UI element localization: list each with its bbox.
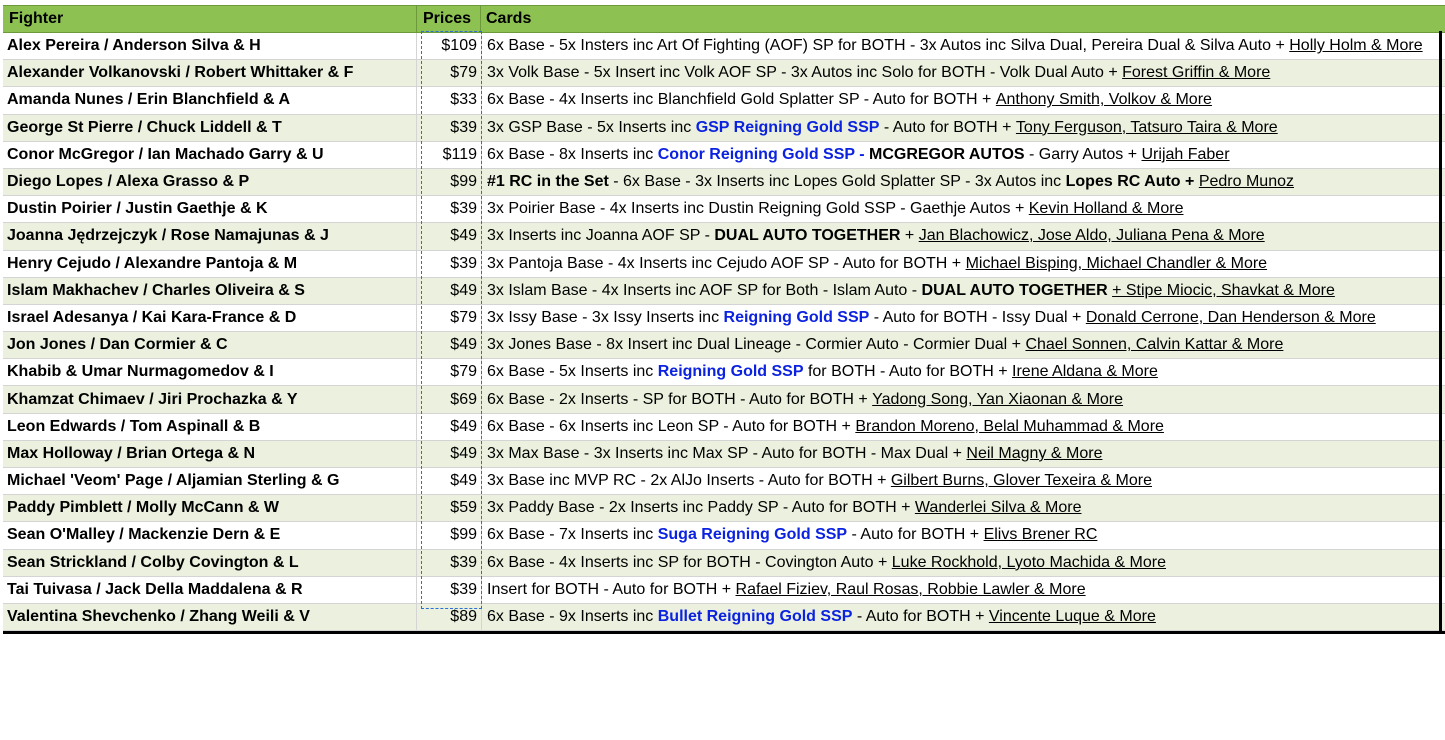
cell-price[interactable]: $39: [450, 200, 477, 218]
table-row: [3, 468, 1445, 495]
cell-cards[interactable]: [481, 468, 1445, 494]
table-row: [3, 604, 1445, 631]
table-body: [3, 33, 1445, 631]
card-text: Conor Reigning Gold SSP -: [657, 145, 865, 163]
card-link[interactable]: Michael Bisping, Michael Chandler & More: [965, 254, 1268, 272]
cell-price[interactable]: $49: [450, 417, 477, 435]
cell-cards[interactable]: [481, 332, 1445, 358]
card-text: 6x Base - 7x Inserts inc: [487, 526, 658, 544]
spreadsheet: [3, 5, 1445, 634]
cell-price[interactable]: $69: [450, 390, 477, 408]
cell-fighter[interactable]: Leon Edwards / Tom Aspinall & B: [3, 414, 417, 440]
cell-fighter[interactable]: Dustin Poirier / Justin Gaethje & K: [3, 196, 417, 222]
cell-fighter[interactable]: Jon Jones / Dan Cormier & C: [3, 332, 417, 358]
card-text: 6x Base - 4x Inserts inc Blanchfield Gold Splatter SP - Auto for BOTH +: [487, 91, 996, 109]
table-row: [3, 115, 1445, 142]
card-link[interactable]: Anthony Smith, Volkov & More: [995, 91, 1212, 109]
card-text: 6x Base - 2x Inserts - SP for BOTH - Auto for BOTH +: [487, 390, 873, 408]
cell-price[interactable]: $59: [450, 499, 477, 517]
cell-price[interactable]: $49: [450, 227, 477, 245]
cell-cards[interactable]: [481, 359, 1445, 385]
card-text: - Auto for BOTH - Issy Dual +: [869, 308, 1086, 326]
cell-price[interactable]: $39: [450, 580, 477, 598]
card-text: Reigning Gold SSP: [657, 363, 804, 381]
cell-price[interactable]: $49: [450, 336, 477, 354]
card-text: GSP Reigning Gold SSP: [695, 118, 880, 136]
card-text: Bullet Reigning Gold SSP: [657, 608, 853, 626]
card-text: DUAL AUTO TOGETHER: [714, 227, 901, 245]
cell-price[interactable]: $39: [450, 254, 477, 272]
cell-fighter[interactable]: Khamzat Chimaev / Jiri Prochazka & Y: [3, 386, 417, 412]
table-row: [3, 577, 1445, 604]
header-row: [3, 5, 1445, 33]
card-text: 3x Volk Base - 5x Insert inc Volk AOF SP - 3x Autos inc Solo for BOTH - Volk Dual Auto +: [487, 64, 1123, 82]
table-row: [3, 196, 1445, 223]
cell-fighter[interactable]: Sean Strickland / Colby Covington & L: [3, 550, 417, 576]
table-row: [3, 550, 1445, 577]
table-row: [3, 251, 1445, 278]
cell-cards[interactable]: [481, 386, 1445, 412]
card-link[interactable]: Gilbert Burns, Glover Texeira & More: [890, 472, 1152, 490]
table-row: [3, 305, 1445, 332]
card-text: - Garry Autos +: [1024, 145, 1142, 163]
card-link[interactable]: Yadong Song, Yan Xiaonan & More: [872, 390, 1124, 408]
table-row: [3, 223, 1445, 250]
card-text: 6x Base - 8x Inserts inc: [487, 145, 658, 163]
card-text: for BOTH - Auto for BOTH +: [803, 363, 1013, 381]
card-link[interactable]: Wanderlei Silva & More: [914, 499, 1082, 517]
header-prices[interactable]: Prices: [417, 6, 481, 32]
table-row: [3, 495, 1445, 522]
table-row: [3, 359, 1445, 386]
cell-cards[interactable]: [481, 142, 1445, 168]
cell-cards[interactable]: [481, 305, 1445, 331]
cell-fighter[interactable]: Michael 'Veom' Page / Aljamian Sterling & G: [3, 468, 417, 494]
card-text: - Auto for BOTH +: [847, 526, 984, 544]
table-row: [3, 87, 1445, 114]
cell-fighter[interactable]: Alexander Volkanovski / Robert Whittaker & F: [3, 60, 417, 86]
cell-price[interactable]: $33: [450, 91, 477, 109]
card-link[interactable]: Elivs Brener RC: [983, 526, 1098, 544]
cell-price[interactable]: $79: [450, 64, 477, 82]
cell-cards[interactable]: [481, 196, 1445, 222]
card-text: 3x Paddy Base - 2x Inserts inc Paddy SP - Auto for BOTH +: [487, 499, 915, 517]
cell-price[interactable]: $99: [450, 526, 477, 544]
card-link[interactable]: Donald Cerrone, Dan Henderson & More: [1085, 308, 1376, 326]
card-text: Lopes RC Auto +: [1065, 173, 1195, 191]
card-link[interactable]: Luke Rockhold, Lyoto Machida & More: [891, 553, 1166, 571]
table-row: [3, 169, 1445, 196]
card-text: - Auto for BOTH +: [879, 118, 1016, 136]
card-link[interactable]: Brandon Moreno, Belal Muhammad & More: [855, 417, 1164, 435]
cell-cards[interactable]: [481, 495, 1445, 521]
card-text: DUAL AUTO TOGETHER: [921, 281, 1108, 299]
cell-cards[interactable]: [481, 60, 1445, 86]
table-row: [3, 441, 1445, 468]
card-text: 6x Base - 6x Inserts inc Leon SP - Auto for BOTH +: [487, 417, 856, 435]
cell-price[interactable]: $49: [450, 444, 477, 462]
cell-cards[interactable]: [481, 87, 1445, 113]
cell-cards[interactable]: [481, 550, 1445, 576]
cell-fighter[interactable]: Sean O'Malley / Mackenzie Dern & E: [3, 522, 417, 548]
cell-cards[interactable]: [481, 577, 1445, 603]
card-link[interactable]: Vincente Luque & More: [988, 608, 1156, 626]
table-row: [3, 522, 1445, 549]
table-row: [3, 332, 1445, 359]
cell-price[interactable]: $119: [442, 145, 477, 163]
cell-cards[interactable]: [481, 441, 1445, 467]
cell-fighter[interactable]: Diego Lopes / Alexa Grasso & P: [3, 169, 417, 195]
card-text: MCGREGOR AUTOS: [869, 145, 1025, 163]
cell-fighter[interactable]: Joanna Jędrzejczyk / Rose Namajunas & J: [3, 223, 417, 249]
cell-fighter[interactable]: Conor McGregor / Ian Machado Garry & U: [3, 142, 417, 168]
card-text: +: [900, 227, 919, 245]
card-link[interactable]: Rafael Fiziev, Raul Rosas, Robbie Lawler & More: [735, 580, 1086, 598]
card-text: 6x Base - 9x Inserts inc: [487, 608, 658, 626]
card-text: 3x Jones Base - 8x Insert inc Dual Lineage - Cormier Auto - Cormier Dual +: [487, 336, 1026, 354]
card-link[interactable]: Chael Sonnen, Calvin Kattar & More: [1025, 336, 1284, 354]
card-text: 3x GSP Base - 5x Inserts inc: [487, 118, 696, 136]
card-text: 6x Base - 5x Insters inc Art Of Fighting (AOF) SP for BOTH - 3x Autos inc Silva Dual, Pereira Dual & Silva Auto +: [487, 37, 1290, 55]
card-text: 3x Max Base - 3x Inserts inc Max SP - Auto for BOTH - Max Dual +: [487, 444, 967, 462]
cell-price[interactable]: $89: [450, 608, 477, 626]
card-text: 3x Islam Base - 4x Inserts inc AOF SP for Both - Islam Auto -: [487, 281, 922, 299]
table-row: [3, 278, 1445, 305]
cell-fighter[interactable]: Islam Makhachev / Charles Oliveira & S: [3, 278, 417, 304]
cell-price[interactable]: $39: [450, 118, 477, 136]
cell-cards[interactable]: [481, 169, 1445, 195]
cell-price[interactable]: $99: [450, 173, 477, 191]
cell-fighter[interactable]: Henry Cejudo / Alexandre Pantoja & M: [3, 251, 417, 277]
card-link[interactable]: Pedro Munoz: [1198, 173, 1294, 191]
card-text: Insert for BOTH - Auto for BOTH +: [487, 580, 736, 598]
card-text: #1 RC in the Set: [487, 173, 609, 191]
card-link[interactable]: + Stipe Miocic, Shavkat & More: [1112, 281, 1335, 299]
card-text: 3x Pantoja Base - 4x Inserts inc Cejudo AOF SP - Auto for BOTH +: [487, 254, 966, 272]
card-text: - Auto for BOTH +: [852, 608, 989, 626]
card-text: 3x Issy Base - 3x Issy Inserts inc: [487, 308, 724, 326]
cell-price[interactable]: $39: [450, 553, 477, 571]
card-text: 6x Base - 4x Inserts inc SP for BOTH - Covington Auto +: [487, 553, 892, 571]
card-link[interactable]: Jan Blachowicz, Jose Aldo, Juliana Pena & More: [918, 227, 1265, 245]
card-text: - 6x Base - 3x Inserts inc Lopes Gold Splatter SP - 3x Autos inc: [608, 173, 1066, 191]
card-text: 6x Base - 5x Inserts inc: [487, 363, 658, 381]
cell-cards[interactable]: [481, 278, 1445, 304]
card-text: 3x Base inc MVP RC - 2x AlJo Inserts - Auto for BOTH +: [487, 472, 891, 490]
cell-fighter[interactable]: Amanda Nunes / Erin Blanchfield & A: [3, 87, 417, 113]
table-row: [3, 60, 1445, 87]
cell-cards[interactable]: [481, 604, 1445, 630]
card-link[interactable]: Holly Holm & More: [1289, 37, 1423, 55]
cell-cards[interactable]: [481, 223, 1445, 249]
card-text: 3x Poirier Base - 4x Inserts inc Dustin Reigning Gold SSP - Gaethje Autos +: [487, 200, 1029, 218]
card-link[interactable]: Kevin Holland & More: [1028, 200, 1184, 218]
table-row: [3, 33, 1445, 60]
card-text: Suga Reigning Gold SSP: [657, 526, 848, 544]
card-link[interactable]: Tony Ferguson, Tatsuro Taira & More: [1015, 118, 1278, 136]
table-row: [3, 414, 1445, 441]
table-row: [3, 142, 1445, 169]
card-text: 3x Inserts inc Joanna AOF SP -: [487, 227, 715, 245]
cell-fighter[interactable]: Valentina Shevchenko / Zhang Weili & V: [3, 604, 417, 630]
card-link[interactable]: Neil Magny & More: [966, 444, 1103, 462]
cell-cards[interactable]: [481, 414, 1445, 440]
header-fighter[interactable]: Fighter: [3, 6, 417, 32]
cell-fighter[interactable]: Max Holloway / Brian Ortega & N: [3, 441, 417, 467]
cell-fighter[interactable]: Tai Tuivasa / Jack Della Maddalena & R: [3, 577, 417, 603]
cell-fighter[interactable]: Paddy Pimblett / Molly McCann & W: [3, 495, 417, 521]
card-text: Reigning Gold SSP: [723, 308, 870, 326]
card-link[interactable]: Urijah Faber: [1141, 145, 1230, 163]
cell-price[interactable]: $49: [450, 472, 477, 490]
cell-price[interactable]: $79: [450, 308, 477, 326]
cell-price[interactable]: $49: [450, 281, 477, 299]
cell-price[interactable]: $109: [441, 37, 477, 55]
card-link[interactable]: Irene Aldana & More: [1012, 363, 1158, 381]
cell-cards[interactable]: [481, 33, 1445, 59]
header-cards[interactable]: Cards: [486, 10, 532, 27]
cell-fighter[interactable]: Khabib & Umar Nurmagomedov & I: [3, 359, 417, 385]
cell-fighter[interactable]: Israel Adesanya / Kai Kara-France & D: [3, 305, 417, 331]
cell-price[interactable]: $79: [450, 363, 477, 381]
cell-cards[interactable]: [481, 251, 1445, 277]
table-row: [3, 386, 1445, 413]
cell-cards[interactable]: [481, 115, 1445, 141]
card-link[interactable]: Forest Griffin & More: [1122, 64, 1271, 82]
cell-cards[interactable]: [481, 522, 1445, 548]
cell-fighter[interactable]: George St Pierre / Chuck Liddell & T: [3, 115, 417, 141]
cell-fighter[interactable]: Alex Pereira / Anderson Silva & H: [3, 33, 417, 59]
